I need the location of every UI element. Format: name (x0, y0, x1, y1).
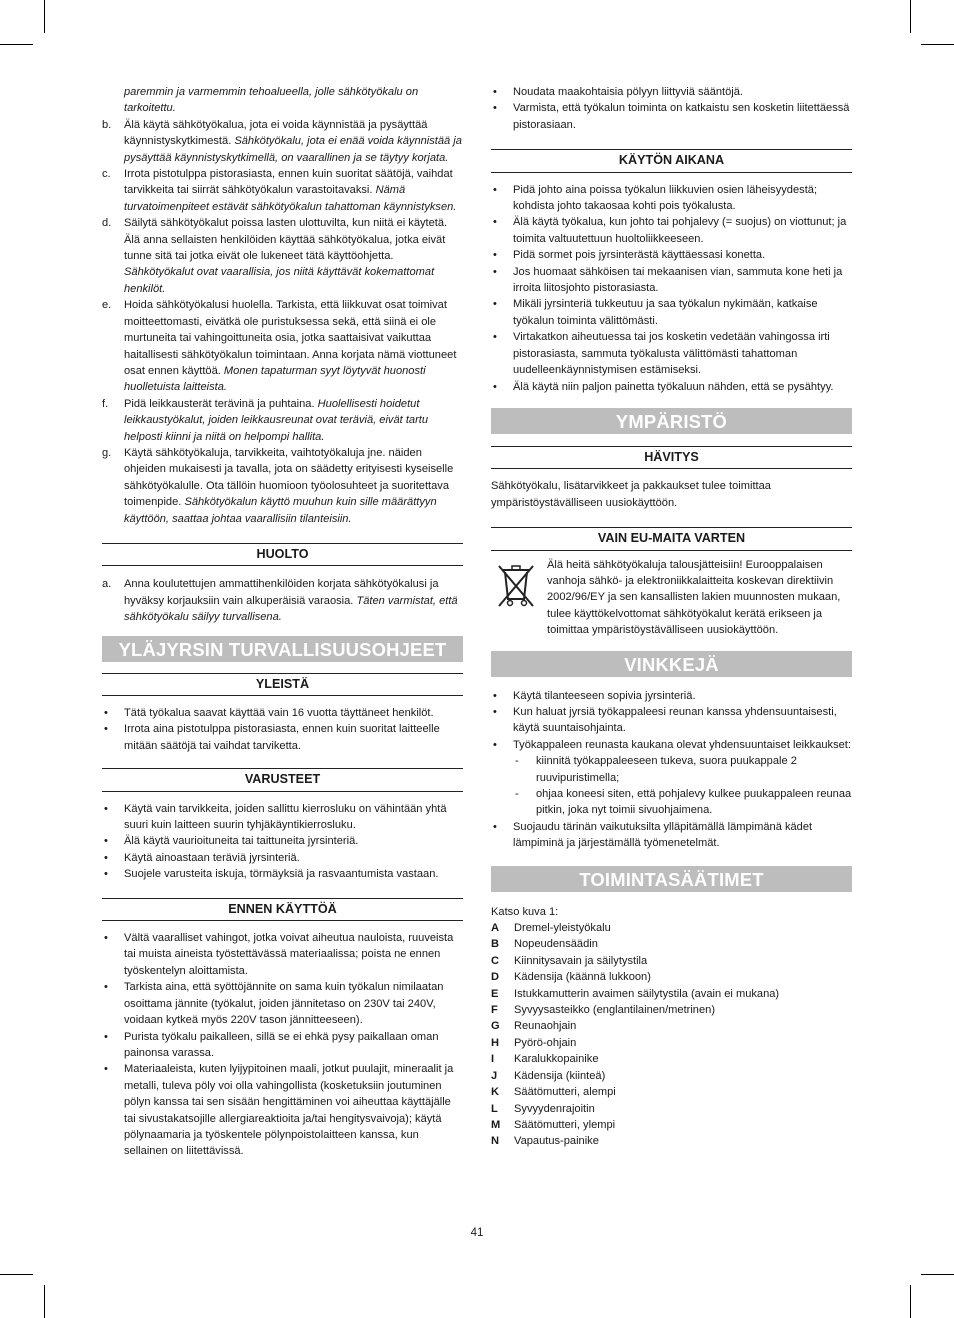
yleista-list (102, 705, 463, 754)
part-key: I (491, 1053, 495, 1066)
list-item: • Tarkista aina, että syöttöjännite on sama kuin työkalun nimilaatan osoittama jännite (työkalut, joiden jännitetaso on 230V tai 240V, voidaan kytkeä myös 220V tason jännitteeseen). (102, 979, 463, 1028)
item-text: Käytä sähkötyökaluja, tarvikkeita, vaihtotyökaluja jne. näiden ohjeiden mukaisesti ja tavalla, jota on säädetty erityisesti kyseiselle sähkötyökalulle. Ota tällöin huomioon työolosuhteet ja suoritettava toimenpide. (124, 446, 454, 509)
item-text: Pidä leikkausterät terävinä ja puhtaina. (124, 397, 318, 410)
section-title-controls: TOIMINTASÄÄTIMET (491, 866, 852, 892)
crop-mark (921, 44, 954, 45)
part-item (491, 1084, 852, 1100)
part-key: F (491, 1004, 498, 1017)
part-key: M (491, 1118, 501, 1131)
part-label: Säätömutteri, alempi (514, 1086, 616, 1099)
item-text: Älä käytä sähkötyökalua, jota ei voida käynnistää ja pysäyttää käynnistyskytkimestä. (124, 118, 428, 148)
eu-text: Älä heitä sähkötyökaluja talousjätteisiin! Eurooppalaisen vanhoja sähkö- ja elektroniikkalaitteita koskevan direktiivin 2002/96/EY ja sen kansallisten lakien muunnosten mukaan, tulee käyttökelvottomat sähkötyökalut kerätä erikseen ja toimittaa ympäristöystävälliseen uusiokäyttöön. (547, 558, 841, 637)
part-label: Pyörö-ohjain (514, 1036, 577, 1049)
part-key: L (491, 1102, 498, 1115)
dash-item: - kiinnitä työkappaleeseen tukeva, suora puukappale 2 ruuvipuristimella; (515, 755, 797, 784)
item-letter: c. (102, 168, 111, 181)
part-key: K (491, 1086, 500, 1099)
part-key: B (491, 938, 500, 951)
part-label: Syvyysasteikko (englantilainen/metrinen) (514, 1004, 716, 1017)
dust-list (491, 84, 852, 133)
part-label: Dremel-yleistyökalu (514, 922, 611, 935)
item-note: Nämä turvatoimenpiteet estävät sähkötyökalun tahattoman käynnistyksen. (124, 184, 457, 213)
section-title-environment: YMPÄRISTÖ (491, 408, 852, 434)
list-item: • Suojele varusteita iskuja, törmäyksiä ja rasvaantumista vastaan. (102, 866, 463, 882)
varusteet-heading: VARUSTEET (102, 768, 463, 791)
list-item (102, 215, 463, 297)
parts-list (491, 920, 852, 1150)
list-item: • Älä käytä niin paljon painetta työkaluun nähden, että se pysähtyy. (491, 379, 852, 395)
part-item (491, 1117, 852, 1133)
huolto-heading: HUOLTO (102, 543, 463, 566)
list-item: • Vältä vaaralliset vahingot, jotka voivat aiheutua nauloista, ruuveista tai muista aineista työstettävässä materiaalissa; poista ne ennen työskentelyn aloittamista. (102, 930, 463, 979)
list-item: • Pidä johto aina poissa työkalun liikkuvien osien läheisyydestä; kohdista johto takaosaa kohti pois työkalusta. (491, 182, 852, 215)
tips-list (491, 688, 852, 852)
list-item: • Käytä vain tarvikkeita, joiden sallittu kierrosluku on vähintään yhtä suuri kuin laitteen suurin tyhjäkäyntikierrosluku. (102, 801, 463, 834)
crop-mark (0, 44, 33, 45)
section-title-safety: YLÄJYRSIN TURVALLISUUSOHJEET (102, 636, 463, 662)
dash-text: ohjaa koneesi siten, että pohjalevy kulkee puukappaleen reunaa pitkin, joka nyt toimii sivuohjaimena. (536, 788, 852, 817)
eu-heading: VAIN EU-MAITA VARTEN (491, 527, 852, 550)
part-item (491, 1035, 852, 1051)
list-item: • Suojaudu tärinän vaikutuksilta ylläpitämällä lämpimänä kädet lämpiminä ja järjestämällä työmenetelmät. (491, 819, 852, 852)
part-key: H (491, 1036, 500, 1049)
varusteet-list (102, 801, 463, 883)
safety-list (102, 117, 463, 527)
list-item: • Käytä ainoastaan teräviä jyrsinteriä. (102, 850, 463, 866)
part-item (491, 986, 852, 1002)
kayton-list (491, 182, 852, 395)
item-letter: d. (102, 217, 112, 230)
part-key: D (491, 971, 500, 984)
part-key: N (491, 1135, 500, 1148)
left-column (102, 84, 463, 1160)
list-item: • Irrota aina pistotulppa pistorasiasta, ennen kuin suoritat laitteelle mitään säätöjä tai vaihdat tarviketta. (102, 721, 463, 754)
part-label: Kädensija (käännä lukkoon) (514, 971, 651, 984)
part-item (491, 969, 852, 985)
part-item (491, 953, 852, 969)
part-label: Nopeudensäädin (514, 938, 598, 951)
part-label: Istukkamutterin avaimen säilytystila (avain ei mukana) (514, 987, 780, 1000)
list-item: • Työkappaleen reunasta kaukana olevat yhdensuuntaiset leikkaukset: (491, 737, 852, 753)
item-letter: b. (102, 118, 112, 131)
part-key: C (491, 954, 500, 967)
item-text: Hoida sähkötyökalusi huolella. Tarkista, että liikkuvat osat toimivat moitteettomasti, eivätkä ole puristuksessa sekä, että siinä ei ole murtuneita tai vahingoittuneita osia, jotka saattaisivat vaikuttaa haitallisesti sähkötyökalun toimintaan. Anna korjata nämä viottuneet osat ennen käyttöä. (124, 299, 457, 377)
item-letter: f. (102, 397, 109, 410)
item-note: Sähkötyökalut ovat vaarallisia, jos niitä käyttävät kokemattomat henkilöt. (124, 266, 435, 295)
part-key: E (491, 987, 499, 1000)
part-key: A (491, 922, 500, 935)
list-item: • Kun haluat jyrsiä työkappaleesi reunan kanssa yhdensuuntaisesti, käytä suuntaisohjainta. (491, 704, 852, 737)
item-note: Sähkötyökalu, jota ei enää voida käynnistää ja pysäyttää käynnistyskytkimellä, on vaarallinen ja se täytyy korjata. (124, 135, 462, 164)
right-column (491, 84, 852, 1150)
part-item (491, 1133, 852, 1149)
section-title-tips: VINKKEJÄ (491, 651, 852, 677)
ennen-heading: ENNEN KÄYTTÖÄ (102, 898, 463, 921)
list-item (102, 445, 463, 527)
list-item (102, 396, 463, 445)
part-item (491, 1068, 852, 1084)
part-label: Reunaohjain (514, 1020, 577, 1033)
list-item: • Varmista, että työkalun toiminta on katkaistu sen kosketin liitettäessä pistorasiaan. (491, 100, 852, 133)
list-item: • Materiaaleista, kuten lyijypitoinen maali, jotkut puulajit, mineraalit ja metalli, tuleva pöly voi olla vahingollista (kosketuksiin joutuminen pölyn kanssa tai sen sisään hengittäminen voi aiheuttaa käyttäjälle tai sivustakatsojille allergiareaktioita ja/tai hengitysvaivoja); käytä pölynaamaria ja työskentele pölynpoistolaitteen kanssa, kun sellainen on liitettävissä. (102, 1061, 463, 1159)
part-label: Säätömutteri, ylempi (514, 1118, 616, 1131)
part-label: Vapautus-painike (514, 1135, 599, 1148)
kayton-heading: KÄYTÖN AIKANA (491, 149, 852, 172)
item-text: Anna koulutettujen ammattihenkilöiden korjata sähkötyökalusi ja hyväksy korjauksiin vain alkuperäisiä varaosia. (124, 578, 439, 607)
page-number: 41 (470, 1227, 484, 1239)
item-letter: a. (102, 578, 112, 591)
havitys-text: Sähkötyökalu, lisätarvikkeet ja pakkaukset tulee toimittaa ympäristöystävälliseen uusiokäyttöön. (491, 480, 771, 509)
part-label: Syvyydenrajoitin (514, 1102, 595, 1115)
item-note: Sähkötyökalun käyttö muuhun kuin sille määrättyyn käyttöön, saattaa johtaa vaarallisiin tilanteisiin. (124, 496, 437, 525)
list-item: • Jos huomaat sähköisen tai mekaanisen vian, sammuta kone heti ja irroita liitosjohto pistorasiasta. (491, 264, 852, 297)
dash-text: kiinnitä työkappaleeseen tukeva, suora puukappale 2 ruuvipuristimella; (536, 755, 797, 784)
list-item: • Pidä sormet pois jyrsinterästä käyttäessasi konetta. (491, 247, 852, 263)
item-text: Säilytä sähkötyökalut poissa lasten ulottuvilta, kun niitä ei käytetä. Älä anna sellaisten henkilöiden käyttää sähkötyökalua, jotka eivät tunne sitä tai jotka eivät ole lukeneet tätä käyttöohjetta. (124, 217, 448, 263)
list-item: • Mikäli jyrsinteriä tukkeutuu ja saa työkalun nykimään, katkaise työkalun toiminta välittömästi. (491, 296, 852, 329)
part-label: Karalukkopainike (514, 1053, 599, 1066)
list-item: • Tätä työkalua saavat käyttää vain 16 vuotta täyttäneet henkilöt. (102, 705, 463, 721)
intro-continuation: paremmin ja varmemmin tehoalueella, jolle sähkötyökalu on tarkoitettu. (124, 86, 419, 115)
list-item: • Älä käytä työkalua, kun johto tai pohjalevy (= suojus) on viottunut; ja toimita valtuutettuun huoltoliikkeeseen. (491, 214, 852, 247)
part-item (491, 1002, 852, 1018)
list-item: • Virtakatkon aiheutuessa tai jos kosketin vedetään vahingossa irti pistorasiasta, sammuta työkalusta välittömästi tahattoman uudelleenkäynnistymisen estämiseksi. (491, 329, 852, 378)
yleista-heading: YLEISTÄ (102, 673, 463, 696)
list-item: • Purista työkalu paikalleen, sillä se ei ehkä pysy paikallaan oman painonsa varassa. (102, 1029, 463, 1062)
list-item: • Käytä tilanteeseen sopivia jyrsinteriä. (491, 688, 852, 704)
item-text: Irrota pistotulppa pistorasiasta, ennen kuin suoritat säätöjä, vaihdat tarvikkeita tai siirrät sähkötyökalun varastoitavaksi. (124, 168, 453, 197)
item-note: Monen tapaturman syyt löytyvät huonosti huolletuista laitteista. (124, 364, 426, 394)
item-note: Täten varmistat, että sähkötyökalu säilyy turvallisena. (124, 594, 458, 624)
part-label: Kiinnitysavain ja säilytystila (514, 954, 648, 967)
crop-mark (0, 1274, 33, 1275)
crop-mark (910, 0, 911, 33)
crossed-bin-icon (496, 563, 536, 609)
part-item (491, 1101, 852, 1117)
list-item: • Älä käytä vaurioituneita tai taittuneita jyrsinteriä. (102, 833, 463, 849)
crop-mark (44, 1285, 45, 1318)
part-item (491, 920, 852, 936)
item-letter: g. (102, 446, 112, 459)
part-item (491, 936, 852, 952)
item-letter: e. (102, 299, 112, 312)
crop-mark (910, 1285, 911, 1318)
katso-text: Katso kuva 1: (491, 905, 559, 918)
crop-mark (44, 0, 45, 33)
list-item (102, 117, 463, 166)
list-item (102, 576, 463, 625)
havitys-heading: HÄVITYS (491, 446, 852, 469)
eu-notice (491, 557, 852, 639)
part-key: J (491, 1069, 498, 1082)
part-key: G (491, 1020, 500, 1033)
list-item (102, 166, 463, 215)
item-note: Huolellisesti hoidetut leikkaustyökalut, joiden leikkausreunat ovat teräviä, eivät tartu helposti kiinni ja niitä on helpompi hallita. (124, 397, 429, 443)
ennen-list (102, 930, 463, 1160)
part-label: Kädensija (kiinteä) (514, 1069, 606, 1082)
dash-item: - ohjaa koneesi siten, että pohjalevy kulkee puukappaleen reunaa pitkin, joka nyt toimii sivuohjaimena. (515, 788, 852, 817)
list-item (102, 297, 463, 395)
list-item: • Noudata maakohtaisia pölyyn liittyviä sääntöjä. (491, 84, 852, 100)
part-item (491, 1051, 852, 1067)
crop-mark (921, 1274, 954, 1275)
part-item (491, 1018, 852, 1034)
